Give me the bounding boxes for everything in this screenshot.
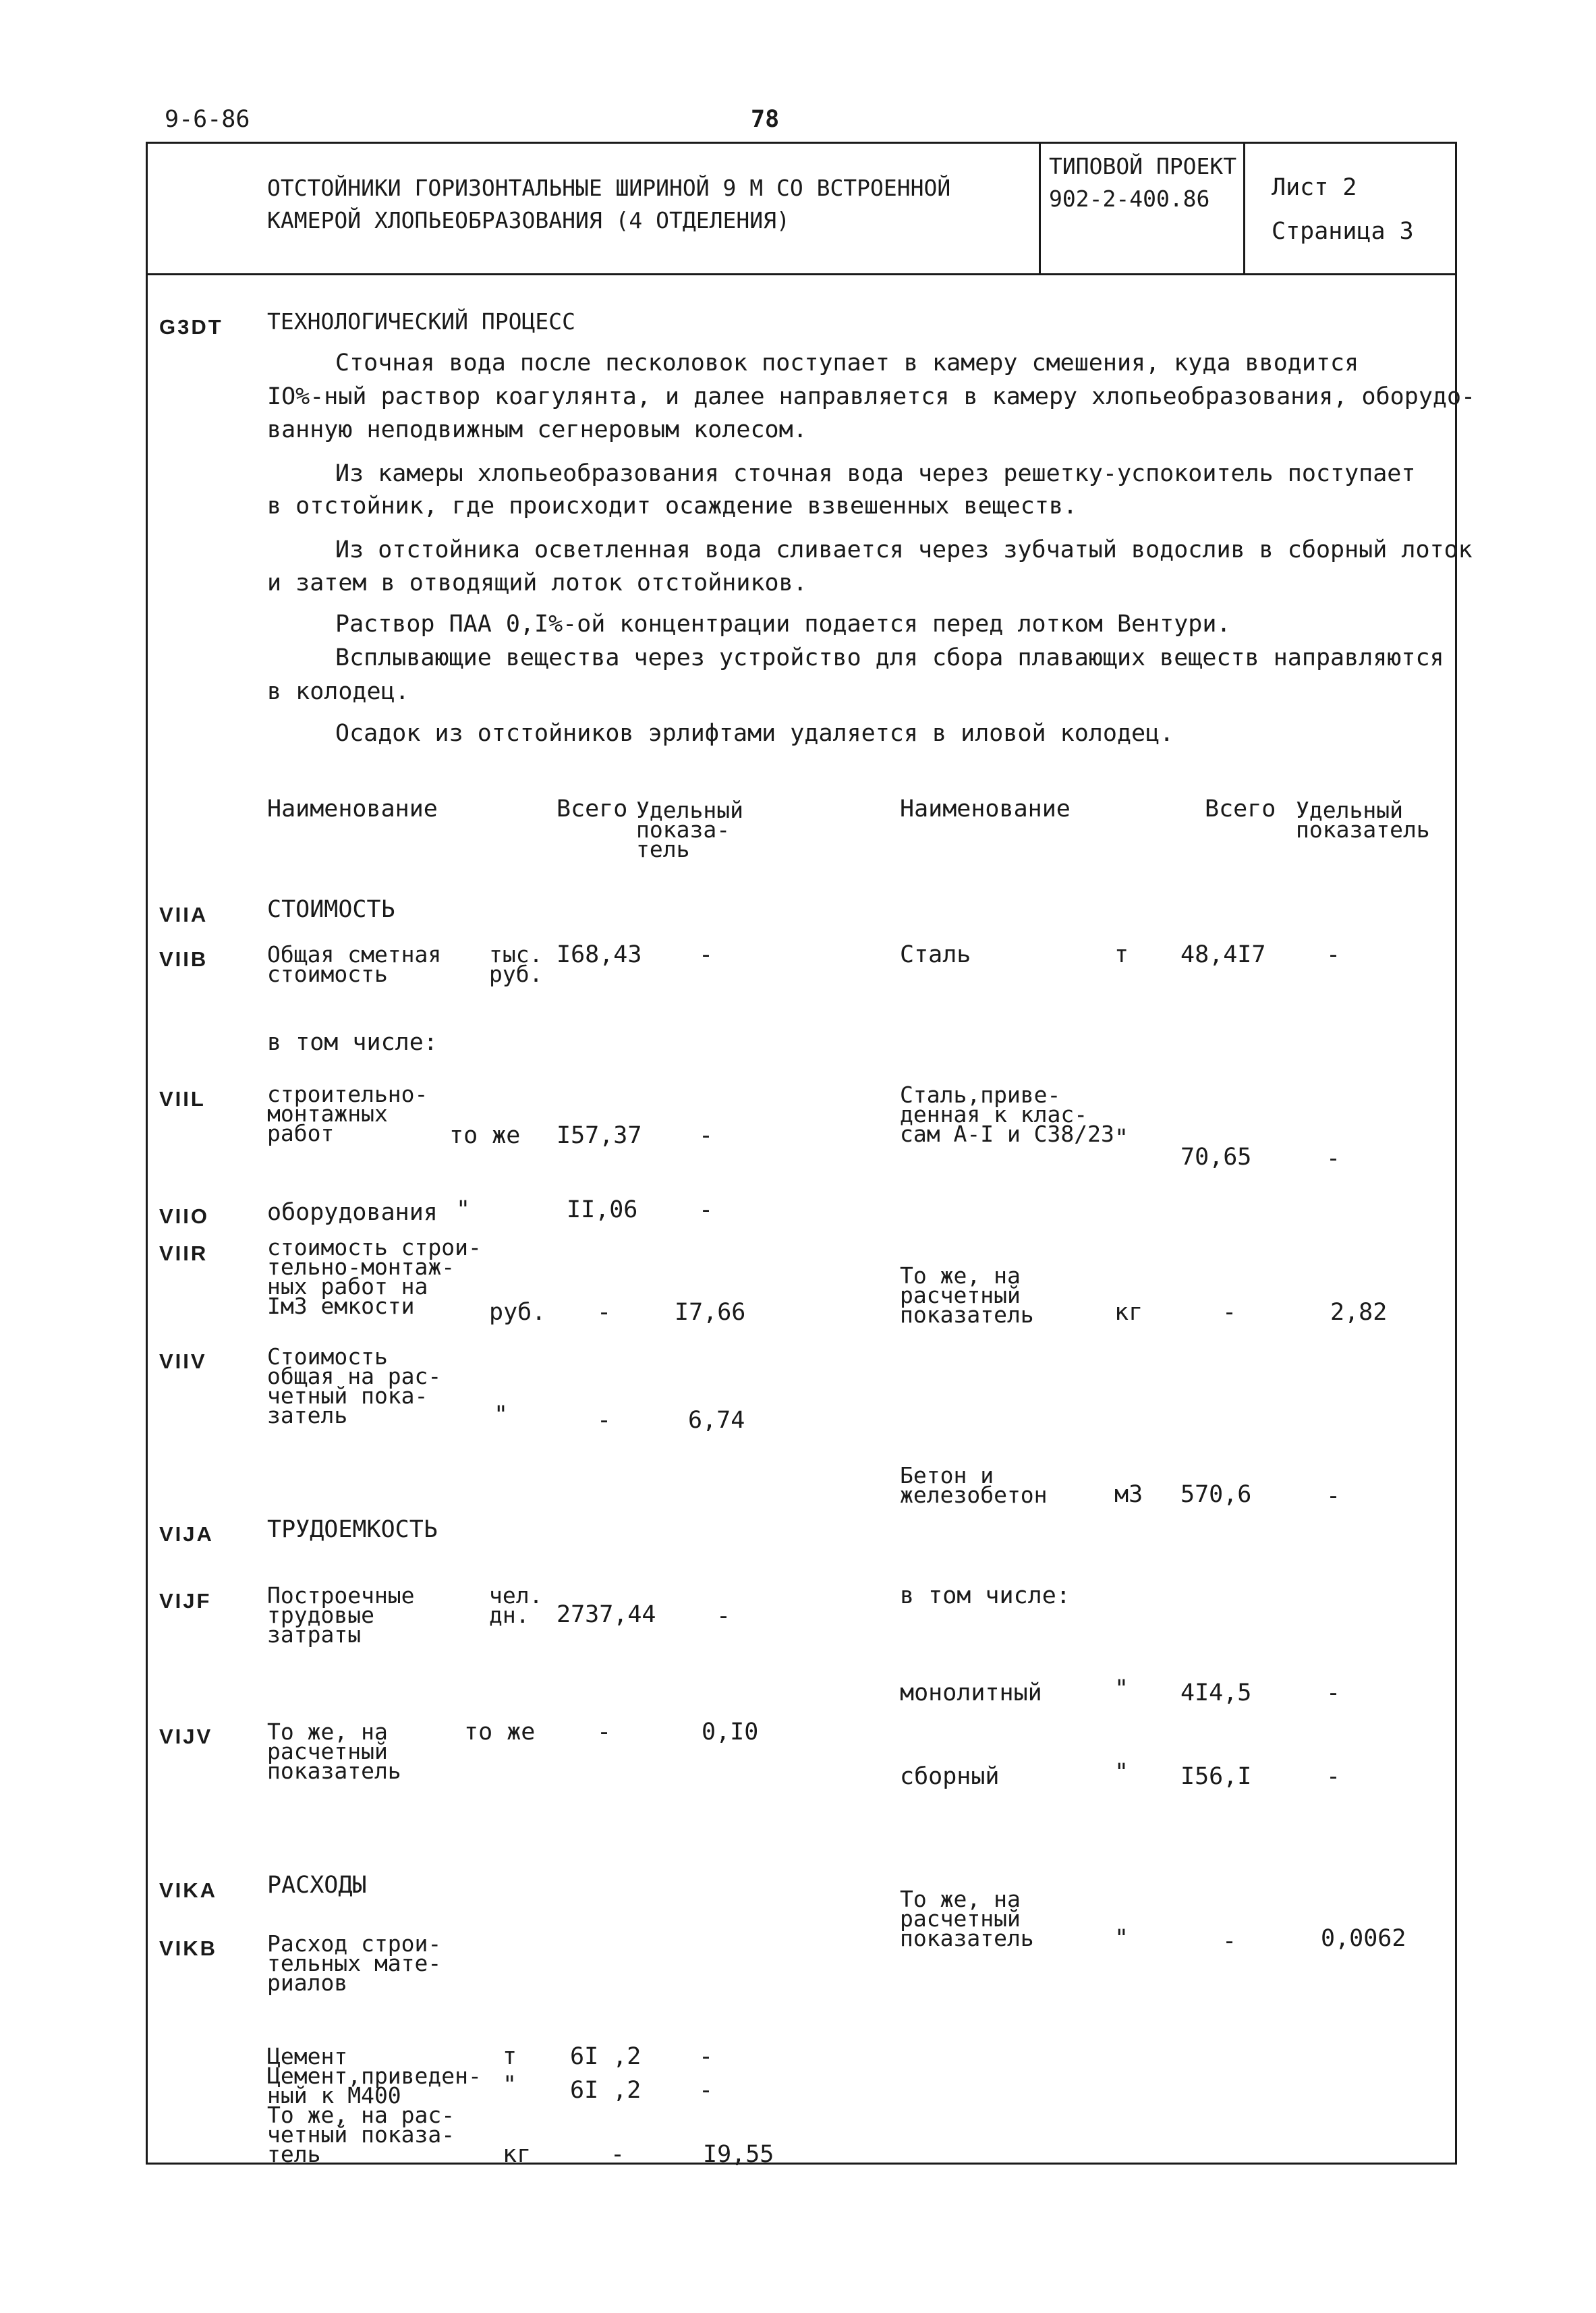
row-total: 48,4I7 [1180, 941, 1266, 968]
row-unit: чел. дн. [489, 1582, 543, 1628]
project-number: 902-2-400.86 [1049, 186, 1210, 212]
row-unit: " [494, 1401, 509, 1428]
paragraph-line: в отстойник, где происходит осаждение взвешенных веществ. [267, 493, 1078, 520]
row-unit: руб. [489, 1299, 546, 1326]
row-name: Построечные трудовые затраты [267, 1582, 415, 1648]
row-name: То же, на рас- четный показа- тель [267, 2102, 455, 2167]
paragraph-line: Сточная вода после песколовок поступает в камеру смешения, куда вводится [335, 350, 1359, 377]
row-unit: " [456, 1196, 471, 1223]
row-code: VIJV [159, 1725, 213, 1748]
row-code: VIIA [159, 903, 208, 926]
row-unit: кг [503, 2141, 532, 2168]
document-title-line2: КАМЕРОЙ ХЛОПЬЕОБРАЗОВАНИЯ (4 ОТДЕЛЕНИЯ) [267, 207, 790, 233]
row-specific: - [1326, 1679, 1341, 1706]
row-specific: 2,82 [1330, 1299, 1388, 1326]
col-header-name-right: Наименование [900, 796, 1071, 823]
row-unit: т [503, 2043, 517, 2070]
row-unit: " [503, 2071, 517, 2098]
row-unit: " [1114, 1925, 1129, 1952]
section-heading: ТЕХНОЛОГИЧЕСКИЙ ПРОЦЕСС [267, 308, 575, 335]
including-label: в том числе: [267, 1029, 438, 1056]
row-code: VIJF [159, 1589, 212, 1613]
row-total: - [597, 1299, 612, 1326]
row-total: I68,43 [557, 941, 642, 968]
paragraph-line: Всплывающие вещества через устройство для сбора плавающих веществ направляются [335, 644, 1444, 671]
row-specific: - [1326, 941, 1341, 968]
row-name: Цемент,приведен- ный к М400 [267, 2063, 482, 2109]
paragraph-line: в колодец. [267, 678, 409, 705]
paragraph-line: Осадок из отстойников эрлифтами удаляется в иловой колодец. [335, 720, 1174, 747]
row-specific: - [699, 1196, 714, 1223]
row-unit: " [1114, 1125, 1129, 1152]
paragraph-line: ванную неподвижным сегнеровым колесом. [267, 416, 807, 443]
row-unit: тыс. руб. [489, 941, 543, 987]
row-specific: - [699, 2043, 714, 2070]
frame-divider-1 [1039, 142, 1041, 275]
row-total: I57,37 [557, 1122, 642, 1149]
row-code: VIIO [159, 1204, 210, 1228]
row-unit: кг [1114, 1299, 1143, 1326]
row-name: То же, на расчетный показатель [900, 1886, 1034, 1951]
row-unit: " [1114, 1675, 1129, 1702]
row-code: VIIR [159, 1242, 208, 1265]
row-total: 6I ,2 [570, 2043, 642, 2070]
sheet-number: Лист 2 [1272, 174, 1357, 201]
row-name: Сталь [900, 941, 971, 968]
row-name: Стоимость общая на рас- четный пока- затель [267, 1343, 442, 1428]
col-header-name: Наименование [267, 796, 438, 823]
col-header-total: Всего [557, 796, 628, 823]
row-name: Расход строи- тельных мате- риалов [267, 1930, 442, 1996]
paragraph-line: и затем в отводящий лоток отстойников. [267, 569, 807, 596]
including-label-right: в том числе: [900, 1582, 1071, 1609]
row-name: оборудования [267, 1199, 438, 1226]
row-name: стоимость строи- тельно-монтаж- ных работ на Iм3 емкости [267, 1234, 482, 1319]
col-header-specific: Удельный показа- тель [636, 797, 743, 862]
row-name: Сталь,приве- денная к клас- сам А-I и С38/23 [900, 1082, 1114, 1147]
col-header-specific-right: Удельный показатель [1296, 797, 1430, 843]
row-code: VIIL [159, 1087, 206, 1111]
row-specific: - [1326, 1482, 1341, 1509]
paragraph-line: IO%-ный раствор коагулянта, и далее направляется в камеру хлопьеобразования, оборудо- [267, 383, 1476, 410]
row-unit: " [1114, 1759, 1129, 1786]
row-total: II,06 [567, 1196, 638, 1223]
row-code: VIKA [159, 1878, 218, 1902]
row-unit: то же [464, 1719, 536, 1746]
row-specific: - [1326, 1145, 1341, 1172]
page-number: 78 [751, 106, 780, 133]
paragraph-line: Из камеры хлопьеобразования сточная вода через решетку-успокоитель поступает [335, 460, 1416, 487]
row-specific: 6,74 [688, 1407, 745, 1434]
row-specific: - [1326, 1763, 1341, 1790]
row-unit: т [1114, 941, 1129, 968]
row-total: - [610, 2141, 625, 2168]
row-specific: I7,66 [675, 1299, 746, 1326]
page-label: Страница 3 [1272, 218, 1414, 245]
row-total: I56,I [1180, 1763, 1252, 1790]
document-title-line1: ОТСТОЙНИКИ ГОРИЗОНТАЛЬНЫЕ ШИРИНОЙ 9 М СО ВСТРОЕННОЙ [267, 175, 951, 201]
row-total: 570,6 [1180, 1481, 1252, 1508]
row-unit: м3 [1114, 1481, 1143, 1508]
row-total: 6I ,2 [570, 2077, 642, 2104]
row-name: Общая сметная стоимость [267, 941, 442, 987]
row-total: 2737,44 [557, 1601, 656, 1628]
section-title-expenses: РАСХОДЫ [267, 1872, 367, 1899]
row-name: Бетон и железобетон [900, 1462, 1048, 1508]
row-name: То же, на расчетный показатель [267, 1719, 401, 1784]
row-specific: - [699, 2077, 714, 2104]
row-total: - [597, 1407, 612, 1434]
row-total: 70,65 [1180, 1144, 1252, 1171]
row-specific: 0,0062 [1321, 1925, 1406, 1952]
project-label: ТИПОВОЙ ПРОЕКТ [1049, 153, 1237, 179]
row-unit: то же [449, 1122, 521, 1149]
row-code: VIIV [159, 1349, 207, 1373]
row-specific: - [699, 941, 714, 968]
row-specific: - [716, 1603, 731, 1629]
row-name: То же, на расчетный показатель [900, 1262, 1034, 1328]
paragraph-line: Раствор ПАА 0,I%-ой концентрации подается перед лотком Вентури. [335, 611, 1231, 638]
col-header-total-right: Всего [1205, 796, 1276, 823]
row-total: - [1222, 1928, 1237, 1955]
row-specific: I9,55 [703, 2141, 774, 2168]
row-name: сборный [900, 1763, 1000, 1790]
row-specific: - [699, 1122, 714, 1149]
row-total: - [597, 1719, 612, 1746]
frame-divider-2 [1243, 142, 1245, 275]
row-name: строительно- монтажных работ [267, 1081, 428, 1146]
row-specific: 0,I0 [702, 1719, 759, 1746]
row-total: - [1222, 1299, 1237, 1326]
section-title-cost: СТОИМОСТЬ [267, 896, 395, 923]
row-name: монолитный [900, 1679, 1042, 1706]
row-total: 4I4,5 [1180, 1679, 1252, 1706]
section-code: G3DT [159, 315, 223, 339]
row-code: VIJA [159, 1522, 214, 1546]
row-name: Цемент [267, 2043, 348, 2069]
row-code: VIIB [159, 947, 208, 971]
document-code: 9-6-86 [165, 106, 250, 133]
section-title-labor: ТРУДОЕМКОСТЬ [267, 1516, 438, 1543]
row-code: VIKB [159, 1936, 218, 1960]
frame-header-rule [146, 273, 1457, 275]
document-frame [146, 142, 1457, 2168]
paragraph-line: Из отстойника осветленная вода сливается через зубчатый водослив в сборный лоток [335, 536, 1473, 563]
